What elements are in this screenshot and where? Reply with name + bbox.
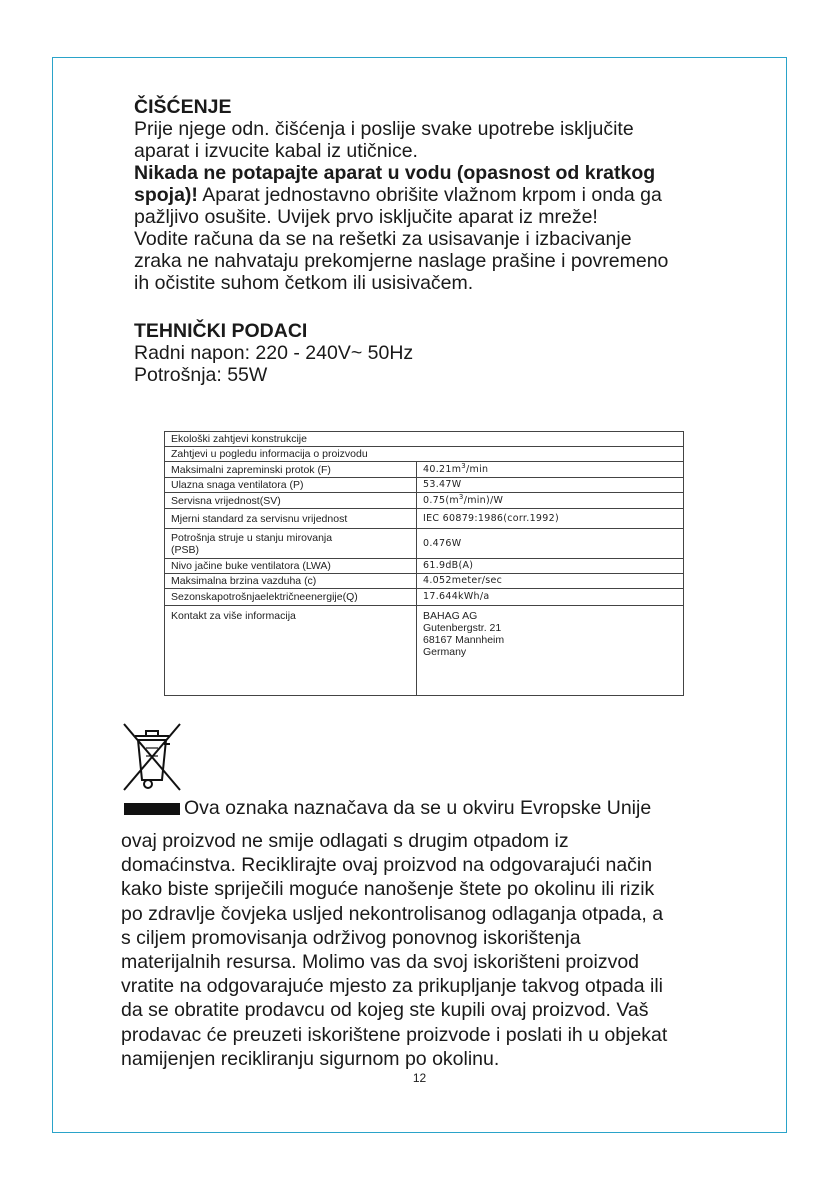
cleaning-line: Prije njege odn. čišćenja i poslije svake upotrebe isključite: [134, 118, 634, 140]
row-value: 17.644kWh/a: [417, 589, 684, 606]
weee-line: vratite na odgovarajuće mjesto za prikupljanje takvog otpada ili: [121, 975, 663, 998]
table-row: [165, 462, 684, 478]
weee-line: kako biste spriječili moguće nanošenje štete po okolinu ili rizik: [121, 878, 655, 901]
row-label: Potrošnja struje u stanju mirovanja (PSB): [165, 529, 417, 559]
warning-rest: Aparat jednostavno obrišite vlažnom krpom i onda ga: [197, 184, 662, 206]
cleaning-line: zraka ne nahvataju prekomjerne naslage prašine i povremeno: [134, 250, 669, 272]
row-label: Maksimalni zapreminski protok (F): [165, 462, 417, 478]
table-title: Ekološki zahtjevi konstrukcije: [165, 432, 684, 447]
row-label: Ulazna snaga ventilatora (P): [165, 478, 417, 493]
separator-bar: [124, 803, 180, 815]
row-value: 61.9dB(A): [417, 559, 684, 574]
row-label: Maksimalna brzina vazduha (c): [165, 574, 417, 589]
row-value: IEC 60879:1986(corr.1992): [417, 509, 684, 529]
table-row: [165, 478, 684, 493]
cleaning-warning-continued: [134, 184, 734, 206]
table-row: [165, 589, 684, 606]
weee-line: namijenjen recikliranju sigurnom po okolinu.: [121, 1047, 500, 1070]
cleaning-warning: Nikada ne potapajte aparat u vodu (opasnost od kratkog: [134, 162, 656, 184]
tech-power: Potrošnja: 55W: [134, 364, 268, 386]
tech-heading: TEHNIČKI PODACI: [134, 320, 308, 342]
table-row-contact: [165, 606, 684, 696]
row-label: Sezonskapotrošnjaelektričneenergije(Q): [165, 589, 417, 606]
weee-line: prodavac će preuzeti iskorištene proizvode i poslati ih u objekat: [121, 1023, 668, 1046]
crossed-out-wheelie-bin-icon: [120, 722, 184, 792]
page-number: 12: [412, 1071, 427, 1085]
table-row: [165, 559, 684, 574]
weee-first-line: Ova oznaka naznačava da se u okviru Evropske Unije: [184, 797, 652, 819]
warning-bold: spoja)!: [134, 184, 198, 206]
weee-line: domaćinstva. Reciklirajte ovaj proizvod na odgovarajući način: [121, 854, 653, 877]
weee-line: ovaj proizvod ne smije odlagati s drugim otpadom iz: [121, 830, 569, 852]
table-row: [165, 574, 684, 589]
cleaning-line: aparat i izvucite kabal iz utičnice.: [134, 140, 418, 162]
weee-line: s ciljem promovisanja održivog ponovnog iskorištenja: [121, 926, 581, 949]
row-value: 53.47W: [417, 478, 684, 493]
contact-address: BAHAG AG Gutenbergstr. 21 68167 Mannheim Germany: [417, 606, 684, 696]
eco-spec-table: [164, 431, 684, 696]
tech-section: [134, 320, 734, 386]
table-subtitle: Zahtjevi u pogledu informacija o proizvodu: [165, 447, 684, 462]
weee-line: da se obratite prodavcu od kojeg ste kupili ovaj proizvod. Vaš: [121, 999, 649, 1022]
row-label: Servisna vrijednost(SV): [165, 493, 417, 509]
weee-line: materijalnih resursa. Molimo vas da svoj iskorišteni proizvod: [121, 951, 640, 974]
cleaning-line: ih očistite suhom četkom ili usisivačem.: [134, 272, 474, 294]
cleaning-heading: ČIŠĆENJE: [134, 96, 232, 118]
weee-text: [121, 829, 741, 1071]
row-value: 0.476W: [417, 529, 684, 559]
contact-label: Kontakt za više informacija: [165, 606, 417, 696]
row-label: Nivo jačine buke ventilatora (LWA): [165, 559, 417, 574]
table-row: [165, 493, 684, 509]
table-row: [165, 509, 684, 529]
cleaning-line: pažljivo osušite. Uvijek prvo isključite aparat iz mreže!: [134, 206, 598, 228]
tech-voltage: Radni napon: 220 - 240V~ 50Hz: [134, 342, 414, 364]
row-value: 4.052meter/sec: [417, 574, 684, 589]
cleaning-section: [134, 96, 734, 294]
row-label: Mjerni standard za servisnu vrijednost: [165, 509, 417, 529]
row-value: $0.75(m^3/\min)/W$: [417, 493, 684, 509]
cleaning-line: Vodite računa da se na rešetki za usisavanje i izbacivanje: [134, 228, 632, 250]
table-row: [165, 529, 684, 559]
weee-line: po zdravlje čovjeka usljed nekontrolisanog odlaganja otpada, a: [121, 902, 664, 925]
row-value: $40.21m^3/\min$: [417, 462, 684, 478]
